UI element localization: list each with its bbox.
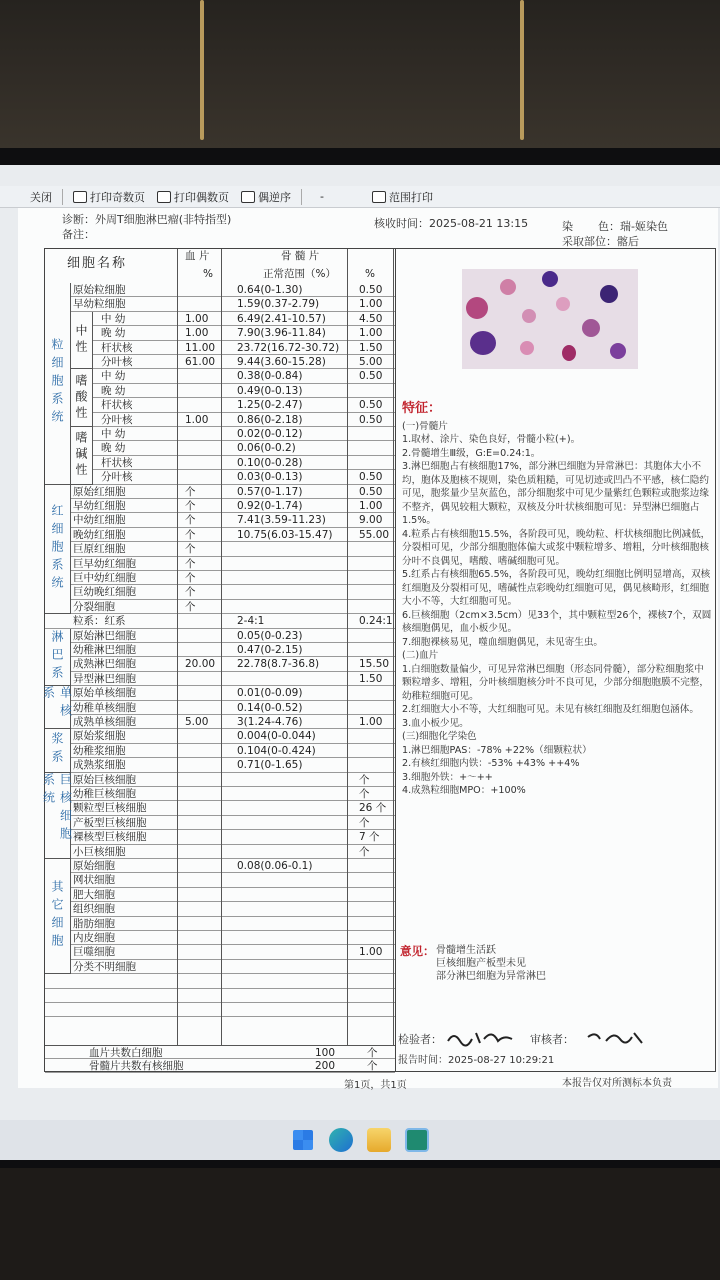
table-row [45, 989, 395, 1003]
cell-name: 幼稚巨核细胞 [73, 788, 136, 800]
reviewer-signature [586, 1029, 646, 1047]
table-row [45, 398, 395, 412]
close-button[interactable]: 关闭 [30, 190, 52, 204]
table-row [45, 297, 395, 311]
group-label-text: 粒细胞系统 [50, 338, 64, 429]
feature-line: 2.有核红细胞内铁：-53% +43% ++4% [402, 758, 580, 769]
feature-line: (二)血片 [402, 650, 439, 661]
cell-name: 原始细胞 [73, 860, 115, 872]
cell-name: 成熟浆细胞 [73, 759, 126, 772]
cell-marrow: 0.50 [359, 370, 383, 383]
cell-blob [556, 297, 570, 311]
table-row [45, 470, 395, 484]
cell-range: 0.06(0-0.2) [237, 442, 296, 455]
table-row [45, 643, 395, 657]
cell-name: 原始浆细胞 [73, 730, 126, 743]
cell-name: 中 幼 [101, 312, 126, 325]
cell-name: 肥大细胞 [73, 888, 115, 901]
subgroup-label-text: 嗜酸性 [74, 373, 88, 422]
features-title: 特征： [402, 401, 442, 416]
column-divider [177, 249, 178, 1045]
cell-marrow: 26 个 [359, 802, 387, 815]
opinion-label: 意见： [400, 944, 435, 958]
cell-marrow: 1.50 [359, 341, 383, 354]
cell-name: 分叶核 [101, 356, 133, 368]
group-label [41, 772, 73, 859]
app-icon[interactable] [405, 1128, 429, 1152]
cell-name: 原始粒细胞 [73, 284, 126, 296]
group-label [45, 859, 71, 974]
cell-blob [470, 331, 496, 355]
feature-line: 1.白细胞数量偏少，可见异常淋巴细胞（形态同骨髓），部分粒细胞浆中颗粒增多、增粗，分叶核细胞核分叶不良可见，少部分细胞胞膜不完整，幼稚粒细胞可见。 [402, 663, 709, 702]
table-row [45, 744, 395, 758]
table-row [45, 873, 395, 887]
table-row [45, 859, 395, 873]
cell-range: 0.02(0-0.12) [237, 428, 303, 440]
stain-value: 色：瑞-姬染色 [598, 220, 668, 233]
cell-range: 10.75(6.03-15.47) [237, 528, 333, 541]
table-row [45, 369, 395, 383]
cell-range: 0.104(0-0.424) [237, 744, 316, 757]
receive-time: 核收时间：2025-08-21 13:15 [374, 217, 529, 230]
group-label [41, 686, 73, 729]
cell-blood: 1.00 [185, 312, 209, 325]
printer-icon [372, 191, 386, 203]
cell-blood: 个 [185, 528, 196, 541]
cell-name: 早幼粒细胞 [73, 298, 126, 311]
table-row [45, 816, 395, 830]
cell-range: 0.08(0.06-0.1) [237, 860, 313, 872]
print-toolbar [0, 186, 720, 208]
cell-range: 0.92(0-1.74) [237, 500, 303, 512]
cell-blood: 1.00 [185, 327, 209, 340]
feature-line: (三)细胞化学染色 [402, 731, 477, 742]
disclaimer: 本报告仅对所测标本负责 [562, 1078, 672, 1089]
reverse-order-button[interactable]: 偶逆序 [235, 189, 297, 205]
note-label: 备注： [62, 228, 95, 241]
table-row [45, 614, 395, 628]
cell-name: 幼稚浆细胞 [73, 744, 126, 757]
cable [520, 0, 524, 140]
feature-line: 7.细胞裸核易见，噬血细胞偶见，未见寄生虫。 [402, 636, 604, 648]
table-row [45, 672, 395, 686]
table-row [45, 974, 395, 988]
cell-name: 中幼红细胞 [73, 514, 126, 527]
table-row [45, 283, 395, 297]
cell-range: 0.86(0-2.18) [237, 413, 303, 426]
opinion-line: 巨核细胞产板型未见 [436, 958, 526, 969]
cell-range: 0.03(0-0.13) [237, 471, 303, 484]
feature-line: 6.巨核细胞（2cm×3.5cm）见33个，其中颗粒型26个，裸核7个，双圆核细胞偶见，血小板少见。 [402, 609, 712, 634]
table-row [45, 441, 395, 455]
cell-range: 0.38(0-0.84) [237, 370, 303, 383]
cell-blob [520, 341, 534, 355]
cell-range: 7.41(3.59-11.23) [237, 514, 326, 527]
cell-blob [600, 285, 618, 303]
cell-marrow: 个 [359, 788, 370, 800]
feature-line: 4.成熟粒细胞MPO：+100% [402, 785, 526, 796]
cell-name: 分叶核 [101, 413, 133, 426]
opinion-line: 骨髓增生活跃 [436, 945, 496, 956]
cell-name: 粒系：红系 [73, 615, 126, 628]
table-row [45, 701, 395, 715]
cell-name: 裸核型巨核细胞 [73, 831, 147, 844]
cell-name: 成熟淋巴细胞 [73, 658, 136, 671]
cell-marrow: 1.00 [359, 946, 383, 959]
cell-range: 9.44(3.60-15.28) [237, 356, 326, 368]
cell-blob [582, 319, 600, 337]
cell-marrow: 5.00 [359, 356, 383, 368]
cell-range: 3(1.24-4.76) [237, 716, 303, 728]
cell-name: 原始单核细胞 [73, 687, 136, 700]
feature-line: 2.红细胞大小不等，大红细胞可见。未见有核红细胞及红细胞包涵体。 [402, 704, 699, 715]
table-row [45, 528, 395, 542]
inspector-label: 检验者： [398, 1033, 442, 1046]
table-row [45, 715, 395, 729]
feature-line: 3.淋巴细胞占有核细胞17%，部分淋巴细胞为异常淋巴：其胞体大小不均，胞体及胞核不规则，染色质粗糙，可见切迹或凹凸不平感，核仁隐约可见，胞浆量少呈灰蓝色，部分细胞浆中可见少量紫红色颗粒或胞浆边缘不整齐，偶见较粗大颗粒，双核及分叶状核细胞可见：异型淋巴细胞占1.5%。 [402, 461, 709, 526]
inspector-signature [446, 1029, 516, 1047]
cable [200, 0, 204, 140]
stain-label: 染 [562, 220, 573, 233]
opinion-line: 部分淋巴细胞为异常淋巴 [436, 971, 546, 982]
table-row [45, 931, 395, 945]
cell-blood: 61.00 [185, 356, 216, 368]
background-wall [0, 0, 720, 150]
table-row [45, 557, 395, 571]
cell-name: 颗粒型巨核细胞 [73, 802, 147, 815]
cell-range: 0.05(0-0.23) [237, 629, 303, 642]
table-row [45, 384, 395, 398]
cell-name: 巨幼晚红细胞 [73, 586, 136, 599]
cell-name: 巨中幼红细胞 [73, 572, 136, 584]
cell-marrow: 1.00 [359, 716, 383, 728]
marrow-total-unit: 个 [367, 1060, 378, 1072]
cell-name: 中 幼 [101, 370, 126, 383]
reviewer-label: 审核者： [530, 1033, 574, 1046]
toolbar-separator [62, 189, 63, 205]
cell-name: 脂肪细胞 [73, 917, 115, 930]
cell-blob [610, 343, 626, 359]
cell-range: 0.57(0-1.17) [237, 485, 303, 498]
cell-name: 网状细胞 [73, 874, 115, 887]
cell-marrow: 个 [359, 845, 370, 858]
table-row [45, 485, 395, 499]
cell-marrow: 0.50 [359, 485, 383, 498]
cell-name: 分叶核 [101, 471, 133, 484]
blood-total-unit: 个 [367, 1047, 378, 1059]
cell-blood: 个 [185, 514, 196, 527]
col-marrow: 骨 髓 片 [281, 250, 320, 262]
cell-range: 6.49(2.41-10.57) [237, 312, 326, 325]
cell-range: 0.49(0-0.13) [237, 384, 303, 397]
cell-name: 原始红细胞 [73, 485, 126, 498]
table-row [45, 571, 395, 585]
cell-blood: 个 [185, 485, 196, 498]
cell-blood: 个 [185, 543, 196, 556]
feature-line: (一)骨髓片 [402, 420, 448, 432]
page-indicator: 第1页，共1页 [344, 1080, 407, 1091]
cell-blob [500, 279, 516, 295]
toolbar-dash: - [320, 190, 324, 203]
table-row [45, 629, 395, 643]
cell-marrow: 1.00 [359, 298, 383, 311]
table-row [45, 513, 395, 527]
group-label-text: 巨核细胞系统 [41, 772, 73, 845]
cell-range: 0.47(0-2.15) [237, 644, 303, 656]
cell-marrow: 4.50 [359, 312, 383, 325]
sample-site: 采取部位：髂后 [562, 235, 639, 248]
cell-marrow: 0.50 [359, 284, 383, 296]
table-row [45, 845, 395, 859]
blood-total-row [45, 1045, 395, 1059]
group-label-text: 淋巴系 [50, 629, 64, 684]
cell-name: 巨原红细胞 [73, 543, 126, 556]
feature-line: 3.细胞外铁：+～++ [402, 771, 493, 783]
cell-name: 中 幼 [101, 428, 126, 440]
cell-range: 23.72(16.72-30.72) [237, 341, 340, 354]
table-row [45, 1003, 395, 1017]
table-row [45, 960, 395, 974]
marrow-total-row [45, 1059, 395, 1073]
cell-marrow: 1.00 [359, 500, 383, 512]
cell-name: 异型淋巴细胞 [73, 672, 136, 685]
cell-name: 晚 幼 [101, 327, 126, 340]
cell-range: 0.10(0-0.28) [237, 456, 303, 469]
table-row [45, 542, 395, 556]
column-divider [393, 249, 394, 1045]
cell-blood: 个 [185, 500, 196, 512]
group-label-text: 红细胞系统 [50, 503, 64, 594]
marrow-smear-image [462, 269, 638, 369]
cell-marrow: 9.00 [359, 514, 383, 527]
table-row [45, 902, 395, 916]
cell-name: 产板型巨核细胞 [73, 816, 147, 829]
feature-line: 3.血小板少见。 [402, 717, 469, 729]
group-label [45, 283, 71, 485]
table-row [45, 729, 395, 743]
col-normal-range: 正常范围（%） [263, 268, 336, 280]
group-label-text: 浆系 [50, 732, 64, 769]
windows-start-icon[interactable] [291, 1128, 315, 1152]
cell-range: 7.90(3.96-11.84) [237, 327, 326, 340]
feature-line: 1.取材、涂片、染色良好，骨髓小粒(+)。 [402, 434, 581, 445]
subgroup-label-text: 中性 [74, 324, 88, 357]
table-row [45, 427, 395, 441]
range-print-button[interactable]: 范围打印 [366, 189, 439, 205]
cell-range: 0.71(0-1.65) [237, 759, 303, 772]
table-row [45, 312, 395, 326]
group-label [45, 729, 71, 772]
group-label [45, 629, 71, 687]
cell-range: 0.64(0-1.30) [237, 284, 303, 296]
cell-name: 内皮细胞 [73, 932, 115, 944]
cell-marrow: 55.00 [359, 528, 390, 541]
table-row [45, 413, 395, 427]
table-row [45, 830, 395, 844]
features-text [402, 420, 712, 798]
report-right-panel [396, 248, 716, 1072]
table-row [45, 326, 395, 340]
cell-range: 1.25(0-2.47) [237, 399, 303, 412]
group-label [45, 485, 71, 615]
marrow-total-value: 200 [315, 1060, 336, 1072]
cell-range: 22.78(8.7-36.8) [237, 658, 320, 671]
cell-marrow: 个 [359, 816, 370, 829]
cell-blob [562, 345, 576, 361]
cell-blood: 个 [185, 572, 196, 584]
cell-blood: 个 [185, 600, 196, 613]
cell-name: 早幼红细胞 [73, 500, 126, 512]
cell-name: 巨早幼红细胞 [73, 557, 136, 570]
cell-blob [466, 297, 488, 319]
cell-name: 分裂细胞 [73, 600, 115, 613]
group-label-text: 其它细胞 [50, 880, 64, 953]
cell-marrow: 0.24:1 [359, 615, 393, 628]
cell-name: 成熟单核细胞 [73, 716, 136, 728]
cell-marrow: 7 个 [359, 831, 380, 844]
cell-name: 杆状核 [101, 456, 133, 469]
report-time: 报告时间：2025-08-27 10:29:21 [398, 1055, 555, 1066]
table-row [45, 585, 395, 599]
col-blood-pct: % [203, 268, 213, 280]
diagnosis: 诊断：外周T细胞淋巴瘤(非特指型) [62, 213, 232, 226]
opinion-section [400, 943, 546, 982]
cell-name: 组织细胞 [73, 903, 115, 916]
blood-total-value: 100 [315, 1047, 336, 1059]
features-section [402, 402, 712, 798]
col-marrow-pct: % [365, 268, 375, 280]
subgroup-label [71, 312, 93, 370]
toolbar-separator [301, 189, 302, 205]
cell-marrow: 1.00 [359, 327, 383, 340]
table-row [45, 657, 395, 671]
feature-line: 2.骨髓增生Ⅲ级，G:E=0.24:1。 [402, 447, 541, 459]
subgroup-label-text: 嗜碱性 [74, 431, 88, 480]
table-row [45, 355, 395, 369]
printer-icon [73, 191, 87, 203]
group-label-text: 单核系 [41, 686, 73, 723]
file-explorer-icon[interactable] [367, 1128, 391, 1152]
blood-total-label: 血片共数白细胞 [89, 1047, 163, 1059]
table-row [45, 787, 395, 801]
col-blood: 血 片 [185, 250, 210, 262]
printer-icon [157, 191, 171, 203]
feature-line: 1.淋巴细胞PAS：-78% +22%（细颗粒状） [402, 744, 592, 756]
cell-name: 晚幼红细胞 [73, 528, 126, 541]
cell-name: 原始淋巴细胞 [73, 629, 136, 642]
subgroup-label [71, 369, 93, 427]
subgroup-label [71, 427, 93, 485]
print-odd-button[interactable]: 打印奇数页 [67, 189, 151, 205]
table-row [45, 341, 395, 355]
cell-blob [542, 271, 558, 287]
cell-blood: 个 [185, 557, 196, 570]
cell-marrow: 0.50 [359, 413, 383, 426]
taskbar [0, 1120, 720, 1160]
cell-name: 晚 幼 [101, 442, 126, 455]
cell-range: 0.01(0-0.09) [237, 687, 303, 700]
cell-marrow: 1.50 [359, 672, 383, 685]
document-icon [241, 191, 255, 203]
table-row [45, 456, 395, 470]
cell-name: 杆状核 [101, 399, 133, 412]
cell-count-table [41, 248, 396, 1072]
table-row [45, 945, 395, 959]
cell-marrow: 0.50 [359, 399, 383, 412]
cell-name: 杆状核 [101, 341, 133, 354]
table-row [45, 686, 395, 700]
table-row [45, 600, 395, 614]
cell-name: 幼稚淋巴细胞 [73, 644, 136, 656]
cell-name: 晚 幼 [101, 384, 126, 397]
column-divider [221, 249, 222, 1045]
column-divider [347, 249, 348, 1045]
cell-marrow: 15.50 [359, 658, 390, 671]
table-row [45, 801, 395, 815]
marrow-total-label: 骨髓片共数有核细胞 [89, 1060, 184, 1072]
opinion-text [436, 944, 546, 983]
table-row [45, 888, 395, 902]
cell-name: 小巨核细胞 [73, 845, 126, 858]
print-even-button[interactable]: 打印偶数页 [151, 189, 235, 205]
table-row [45, 758, 395, 772]
cell-marrow: 个 [359, 773, 370, 786]
cell-range: 2-4:1 [237, 615, 265, 628]
cell-blood: 个 [185, 586, 196, 599]
cell-range: 0.004(0-0.044) [237, 730, 316, 743]
table-row [45, 773, 395, 787]
table-row [45, 499, 395, 513]
cell-blood: 11.00 [185, 341, 216, 354]
feature-line: 5.红系占有核细胞65.5%，各阶段可见，晚幼红细胞比例明显增高，双核红细胞及分裂相可见，嗜碱性点彩晚幼红细胞可见，偶见核畸形，红细胞大小不等，大红细胞可见。 [402, 569, 711, 607]
cell-range: 1.59(0.37-2.79) [237, 298, 320, 311]
feature-line: 4.粒系占有核细胞15.5%，各阶段可见，晚幼粒、杆状核细胞比例减低，分裂相可见，少部分细胞胞体偏大或浆中颗粒增多、增粗，分叶核细胞核分叶不良偶见，嗜酸、嗜碱细胞可见。 [402, 528, 711, 567]
cell-name: 幼稚单核细胞 [73, 701, 136, 714]
cell-range: 0.14(0-0.52) [237, 701, 303, 714]
table-row [45, 917, 395, 931]
cell-name: 分类不明细胞 [73, 960, 136, 973]
cell-name: 巨噬细胞 [73, 946, 115, 959]
cell-name: 原始巨核细胞 [73, 773, 136, 786]
cell-blood: 20.00 [185, 658, 216, 671]
cell-blood: 1.00 [185, 413, 209, 426]
edge-browser-icon[interactable] [329, 1128, 353, 1152]
cell-marrow: 0.50 [359, 471, 383, 484]
cell-blood: 5.00 [185, 716, 209, 728]
col-title: 细胞名称 [67, 256, 128, 271]
cell-blob [522, 309, 536, 323]
